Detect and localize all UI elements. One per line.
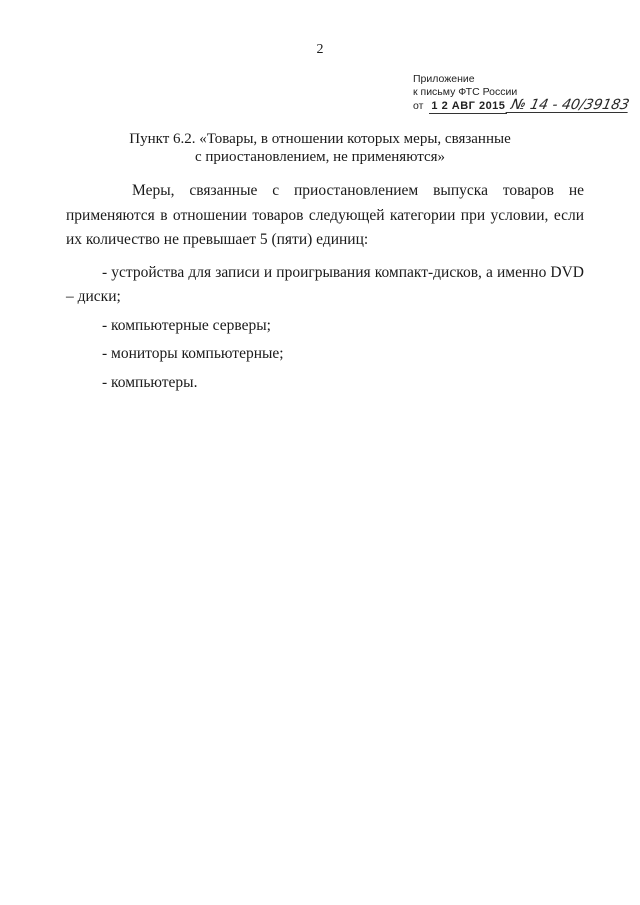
page-number: 2 bbox=[316, 42, 324, 57]
section-heading bbox=[0, 130, 640, 166]
appendix-letter-ref: к письму ФТС России bbox=[413, 86, 518, 98]
section-heading-line-1: Пункт 6.2. «Товары, в отношении которых меры, связанные bbox=[129, 131, 511, 147]
appendix-from-prefix: от bbox=[413, 100, 424, 112]
list-item-monitors: - мониторы компьютерные; bbox=[102, 345, 284, 362]
list-item-servers: - компьютерные серверы; bbox=[102, 316, 271, 334]
intro-paragraph: Меры, связанные с приостановлением выпуска товаров не применяются в отношении товаров следующей категории при условии, если их количество не превышает 5 (пяти) единиц: bbox=[66, 182, 584, 248]
list-item-computers: - компьютеры. bbox=[102, 373, 198, 391]
appendix-letter-number: № 14 - 40/39183 bbox=[506, 99, 631, 113]
section-heading-line-2: с приостановлением, не применяются» bbox=[194, 149, 446, 165]
appendix-stamp-date: 1 2 АВГ 2015 bbox=[431, 100, 506, 112]
appendix-title: Приложение bbox=[413, 73, 475, 85]
document-body bbox=[66, 179, 584, 395]
appendix-block bbox=[413, 73, 632, 114]
list-item-dvd: - устройства для записи и проигрывания компакт-дисков, а именно DVD – диски; bbox=[66, 263, 584, 305]
appendix-date-row bbox=[413, 97, 632, 114]
